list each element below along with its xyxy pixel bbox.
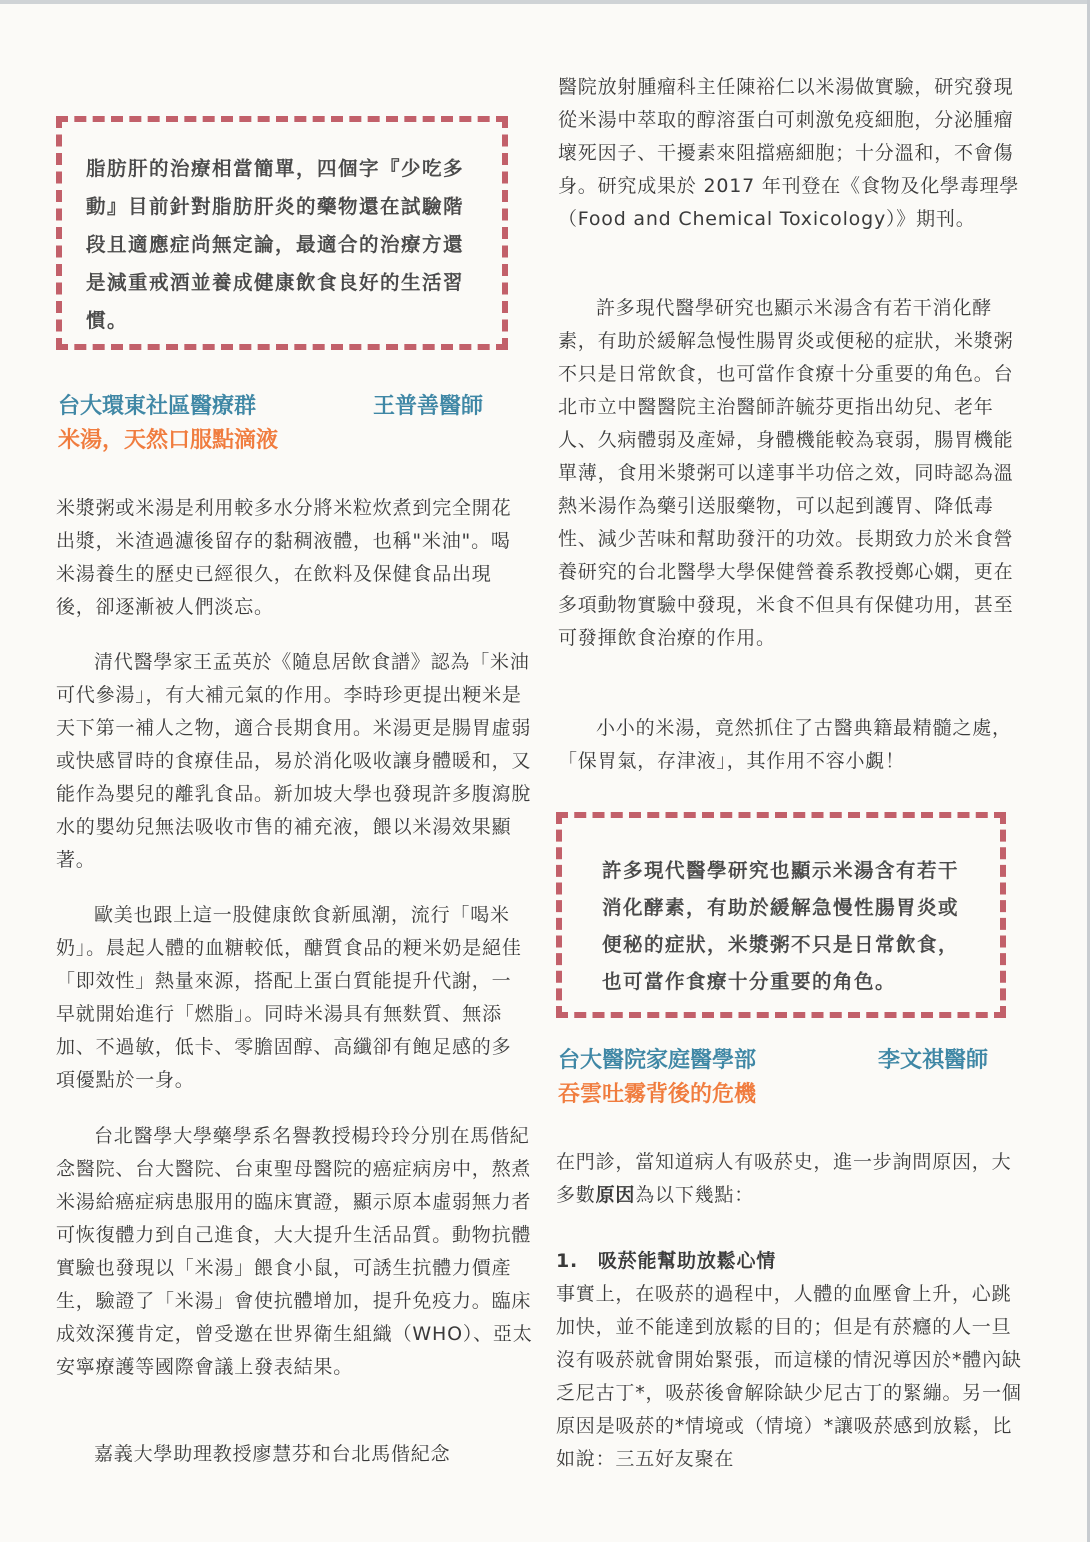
intro-text-b: 為以下幾點： xyxy=(635,1184,755,1206)
left-paragraph-5: 嘉義大學助理教授廖慧芬和台北馬偕紀念 xyxy=(94,1443,451,1465)
page-top-rule xyxy=(0,0,1090,4)
left-paragraph-3: 歐美也跟上這一股健康飲食新風潮，流行「喝米奶」。晨起人體的血糖較低，醣質食品的粳米奶是絕佳「即效性」熱量來源，搭配上蛋白質能提升代謝，一早就開始進行「燃脂」。同時米湯具有無麩質、無添加、不過敏，低卡、零膽固醇、高纖卻有飽足感的多項優點於一身。 xyxy=(56,904,522,1091)
section2-header xyxy=(558,1044,1008,1112)
left-paragraph-1: 米漿粥或米湯是利用較多水分將米粒炊煮到完全開花出漿，米渣過濾後留存的黏稠液體，也稱"米油"。喝米湯養生的歷史已經很久，在飲料及保健食品出現後，卻逐漸被人們淡忘。 xyxy=(56,497,512,618)
intro-text-a: 在門診，當知道病人有吸菸史，進一步詢問原因，大多數 xyxy=(556,1151,1012,1206)
item1-heading: 1. 吸菸能幫助放鬆心情 xyxy=(556,1250,777,1272)
callout-box-rice-soup xyxy=(556,812,1006,1018)
section2-title: 吞雲吐霧背後的危機 xyxy=(558,1082,757,1107)
right-paragraph-2: 許多現代醫學研究也顯示米湯含有若干消化酵素，有助於緩解急慢性腸胃炎或便秘的症狀，米漿粥不只是日常飲食，也可當作食療十分重要的角色。台北市立中醫醫院主治醫師許毓芬更指出幼兒、老年人、久病體弱及產婦，身體機能較為衰弱，腸胃機能單薄，食用米漿粥可以達事半功倍之效，同時認為溫熱米湯作為藥引送服藥物，可以起到護胃、降低毒性、減少苦味和幫助發汗的功效。長期致力於米食營養研究的台北醫學大學保健營養系教授鄭心嫻，更在多項動物實驗中發現，米食不但具有保健功用，甚至可發揮飲食治療的作用。 xyxy=(558,297,1014,649)
left-paragraph-4: 台北醫學大學藥學系名譽教授楊玲玲分別在馬偕紀念醫院、台大醫院、台東聖母醫院的癌症病房中，熬煮米湯給癌症病患服用的臨床實證，顯示原本虛弱無力者可恢復體力到自己進食，大大提升生活品質。動物抗體實驗也發現以「米湯」餵食小鼠，可誘生抗體力價產生，驗證了「米湯」會使抗體增加，提升免疫力。臨床成效深獲肯定，曾受邀在世界衛生組織（WHO）、亞太安寧療護等國際會議上發表結果。 xyxy=(56,1125,533,1378)
section1-dept: 台大環東社區醫療群 xyxy=(58,394,257,419)
callout-box-fatty-liver xyxy=(56,116,508,350)
intro-bold-reason: 原因 xyxy=(595,1184,636,1206)
section1-title: 米湯，天然口服點滴液 xyxy=(58,428,279,453)
callout-text: 許多現代醫學研究也顯示米湯含有若干消化酵素，有助於緩解急慢性腸胃炎或便秘的症狀，米漿粥不只是日常飲食，也可當作食療十分重要的角色。 xyxy=(602,859,960,993)
section2-intro xyxy=(556,1146,1026,1212)
item1-body: 事實上，在吸菸的過程中，人體的血壓會上升，心跳加快，並不能達到放鬆的目的；但是有菸癮的人一旦沒有吸菸就會開始緊張，而這樣的情況導因於*體內缺乏尼古丁*，吸菸後會解除缺少尼古丁的緊繃。另一個原因是吸菸的*情境或（情境）*讓吸菸感到放鬆，比如說：三五好友聚在 xyxy=(556,1283,1022,1470)
left-paragraph-2: 清代醫學家王孟英於《隨息居飲食譜》認為「米油可代參湯」，有大補元氣的作用。李時珍更提出粳米是天下第一補人之物，適合長期食用。米湯更是腸胃虛弱或快感冒時的食療佳品，易於消化吸收讓身體暖和，又能作為嬰兒的離乳食品。新加坡大學也發現許多腹瀉脫水的嬰幼兒無法吸收市售的補充液，餵以米湯效果顯著。 xyxy=(56,651,532,871)
right-paragraph-3: 小小的米湯，竟然抓住了古醫典籍最精髓之處，「保胃氣，存津液」，其作用不容小覷！ xyxy=(558,717,1012,772)
right-paragraph-1: 醫院放射腫瘤科主任陳裕仁以米湯做實驗，研究發現從米湯中萃取的醇溶蛋白可刺激免疫細胞，分泌腫瘤壞死因子、干擾素來阻擋癌細胞；十分溫和，不會傷身。研究成果於 2017 年刊登在《食物及化學毒理學（Food and Chemical Toxicology）》期刊。 xyxy=(558,76,1020,230)
section2-dept: 台大醫院家庭醫學部 xyxy=(558,1048,757,1073)
section2-doctor: 李文祺醫師 xyxy=(878,1048,989,1073)
section1-doctor: 王普善醫師 xyxy=(373,394,484,419)
section1-header xyxy=(58,390,508,458)
callout-text: 脂肪肝的治療相當簡單，四個字『少吃多動』目前針對脂肪肝炎的藥物還在試驗階段且適應症尚無定論，最適合的治療方還是減重戒酒並養成健康飲食良好的生活習慣。 xyxy=(86,157,465,332)
